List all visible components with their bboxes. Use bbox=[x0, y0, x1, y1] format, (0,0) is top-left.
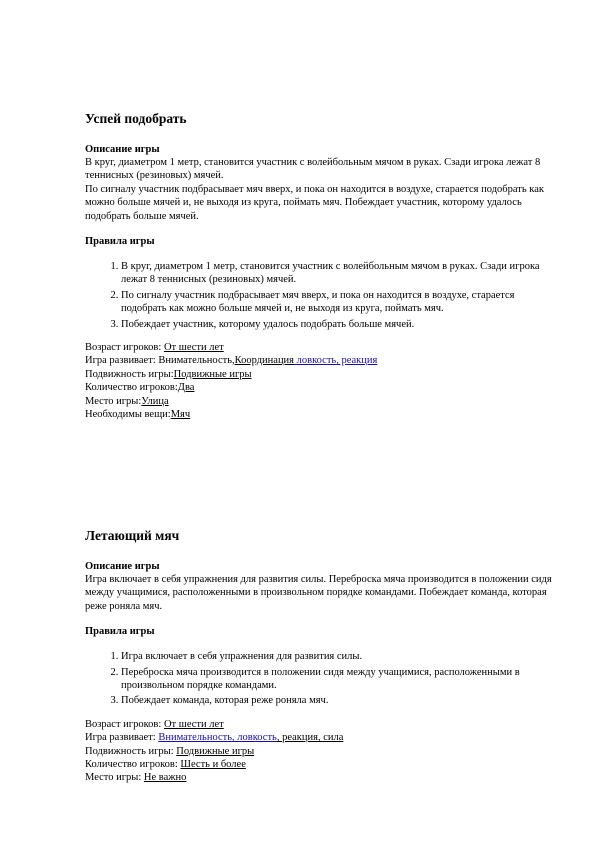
items-link[interactable]: Мяч bbox=[170, 409, 191, 421]
develops-label: Игра развивает: bbox=[85, 732, 159, 744]
place-row bbox=[85, 395, 555, 408]
place-label: Место игры: bbox=[85, 395, 142, 407]
mobility-label: Подвижность игры: bbox=[85, 368, 174, 380]
age-label: Возраст игроков: bbox=[85, 718, 164, 730]
players-row bbox=[85, 381, 555, 394]
rule-item: 2. Переброска мяча производится в положении сидя между учащимися, расположенными в произвольном порядке командами. bbox=[121, 666, 555, 693]
players-row bbox=[85, 758, 555, 771]
develops-label: Игра развивает: Внимательность, bbox=[85, 355, 235, 367]
rules-heading: Правила игры bbox=[85, 626, 155, 638]
place-link[interactable]: Улица bbox=[141, 395, 169, 407]
mobility-label: Подвижность игры: bbox=[85, 745, 177, 757]
description-heading: Описание игры bbox=[85, 561, 160, 572]
rule-item: 1. В круг, диаметром 1 метр, становится участник с волейбольным мячом в руках. Сзади игрока лежат 8 теннисных (резиновых) мячей. bbox=[121, 260, 555, 287]
game-title: Летающий мяч bbox=[85, 528, 180, 543]
game-section-1 bbox=[85, 111, 555, 422]
age-link[interactable]: От шести лет bbox=[163, 718, 224, 730]
rules-list bbox=[85, 650, 555, 708]
players-link[interactable]: Шесть и более bbox=[180, 759, 246, 771]
mobility-row bbox=[85, 745, 555, 758]
rule-item: 1. Игра включает в себя упражнения для развития силы. bbox=[121, 650, 555, 663]
skill-link[interactable]: , ловкость bbox=[232, 732, 277, 744]
place-row bbox=[85, 771, 555, 784]
skill-link[interactable]: Внимательность bbox=[158, 732, 232, 744]
age-label: Возраст игроков: bbox=[85, 342, 164, 354]
age-row bbox=[85, 341, 555, 354]
develops-row bbox=[85, 731, 555, 744]
age-row bbox=[85, 718, 555, 731]
rule-item: 3. Побеждает участник, которому удалось подобрать больше мячей. bbox=[121, 318, 555, 331]
skill-link[interactable]: , сила bbox=[317, 732, 344, 744]
skill-link[interactable]: , реакция bbox=[336, 355, 378, 367]
game-section-2 bbox=[85, 528, 555, 785]
age-link[interactable]: От шести лет bbox=[163, 342, 224, 354]
develops-row bbox=[85, 354, 555, 367]
place-label: Место игры: bbox=[85, 772, 144, 784]
rule-item: 3. Побеждает команда, которая реже роняла мяч. bbox=[121, 694, 555, 707]
mobility-link[interactable]: Подвижные игры bbox=[176, 745, 255, 757]
items-row bbox=[85, 408, 555, 421]
skill-link[interactable]: Координация bbox=[234, 355, 295, 367]
items-label: Необходимы вещи: bbox=[85, 409, 171, 421]
description-paragraph: Игра включает в себя упражнения для развития силы. Переброска мяча производится в положении сидя между учащимися, расположенными в произвольном порядке командами. Побеждает команда, которая реже роняла мяч. bbox=[85, 574, 552, 612]
mobility-row bbox=[85, 368, 555, 381]
game-title: Успей подобрать bbox=[85, 111, 187, 126]
description-heading: Описание игры bbox=[85, 144, 160, 155]
players-link[interactable]: Два bbox=[177, 382, 195, 394]
description-paragraph: По сигналу участник подбрасывает мяч вверх, и пока он находится в воздухе, старается подобрать как можно больше мячей и, не выходя из круга, поймать мяч. Побеждает участник, которому удалось подобрать больше мячей. bbox=[85, 183, 544, 222]
mobility-link[interactable]: Подвижные игры bbox=[173, 368, 252, 380]
rule-item: 2. По сигналу участник подбрасывает мяч вверх, и пока он находится в воздухе, старается подобрать как можно больше мячей и, не выходя из круга, поймать мяч. bbox=[121, 289, 555, 316]
skill-link[interactable]: , реакция bbox=[276, 732, 318, 744]
rules-heading: Правила игры bbox=[85, 236, 155, 248]
players-label: Количество игроков: bbox=[85, 759, 181, 771]
description-paragraph: В круг, диаметром 1 метр, становится участник с волейбольным мячом в руках. Сзади игрока лежат 8 теннисных (резиновых) мячей. bbox=[85, 157, 541, 182]
players-label: Количество игроков: bbox=[85, 382, 178, 394]
place-link[interactable]: Не важно bbox=[143, 772, 187, 784]
rules-list bbox=[85, 260, 555, 331]
skill-link[interactable]: ловкость bbox=[294, 355, 337, 367]
